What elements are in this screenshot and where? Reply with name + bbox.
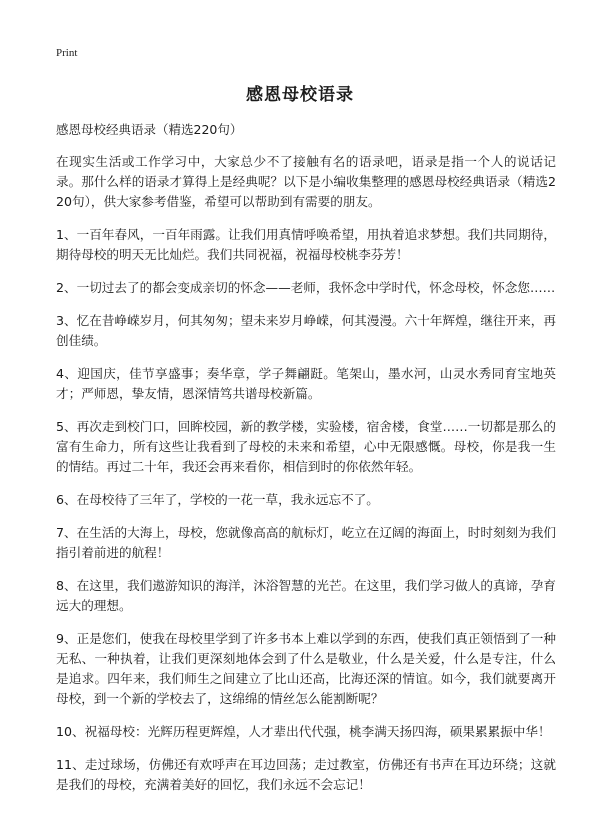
quote-paragraph: 9、正是您们，使我在母校里学到了许多书本上难以学到的东西，使我们真正领悟到了一种无私、一种执着，让我们更深刻地体会到了什么是敬业，什么是关爱，什么是专注，什么是追求。四年来，我们师生之间建立了比山还高，比海还深的情谊。如今，我们就要离开母校，到一个新的学校去了，这绵绵的情丝怎么能割断呢？ <box>56 631 556 706</box>
quote-paragraph: 6、在母校待了三年了，学校的一花一草，我永远忘不了。 <box>56 492 379 507</box>
quote-paragraph: 10、祝福母校：光辉历程更辉煌，人才辈出代代强，桃李满天扬四海，硕果累累振中华！ <box>56 724 551 739</box>
document-body <box>56 152 556 808</box>
page-title: 感恩母校语录 <box>246 85 354 105</box>
document-subtitle: 感恩母校经典语录（精选220句） <box>56 122 243 137</box>
quote-paragraph: 3、忆在昔峥嵘岁月，何其匆匆；望未来岁月峥嵘，何其漫漫。六十年辉煌，继往开来，再创佳绩。 <box>56 313 556 348</box>
intro-paragraph: 在现实生活或工作学习中，大家总少不了接触有名的语录吧，语录是指一个人的说话记录。那什么样的语录才算得上是经典呢？以下是小编收集整理的感恩母校经典语录（精选220句），供大家参考借鉴，希望可以帮助到有需要的朋友。 <box>56 154 556 209</box>
quote-paragraph: 7、在生活的大海上，母校，您就像高高的航标灯，屹立在辽阔的海面上，时时刻刻为我们指引着前进的航程！ <box>56 525 556 560</box>
quote-paragraph: 8、在这里，我们遨游知识的海洋，沐浴智慧的光芒。在这里，我们学习做人的真谛，孕育远大的理想。 <box>56 578 556 613</box>
quote-paragraph: 5、再次走到校门口，回眸校园，新的教学楼，实验楼，宿舍楼，食堂……一切都是那么的富有生命力，所有这些让我看到了母校的未来和希望，心中无限感慨。母校，你是我一生的情结。再过二十年，我还会再来看你，相信到时的你依然年轻。 <box>56 419 556 474</box>
quote-paragraph: 2、一切过去了的都会变成亲切的怀念——老师，我怀念中学时代，怀念母校，怀念您…… <box>56 280 556 295</box>
print-link[interactable]: Print <box>56 47 78 59</box>
quote-paragraph: 1、一百年春风，一百年雨露。让我们用真情呼唤希望，用执着追求梦想。我们共同期待，期待母校的明天无比灿烂。我们共同祝福，祝福母校桃李芬芳！ <box>56 227 556 262</box>
quote-paragraph: 4、迎国庆，佳节享盛事；奏华章，学子舞翩跹。笔架山，墨水河，山灵水秀同育宝地英才；严师恩，挚友情，恩深情笃共谱母校新篇。 <box>56 366 556 401</box>
quote-paragraph: 11、走过球场，仿佛还有欢呼声在耳边回荡；走过教室，仿佛还有书声在耳边环绕；这就是我们的母校，充满着美好的回忆，我们永远不会忘记！ <box>56 757 556 792</box>
